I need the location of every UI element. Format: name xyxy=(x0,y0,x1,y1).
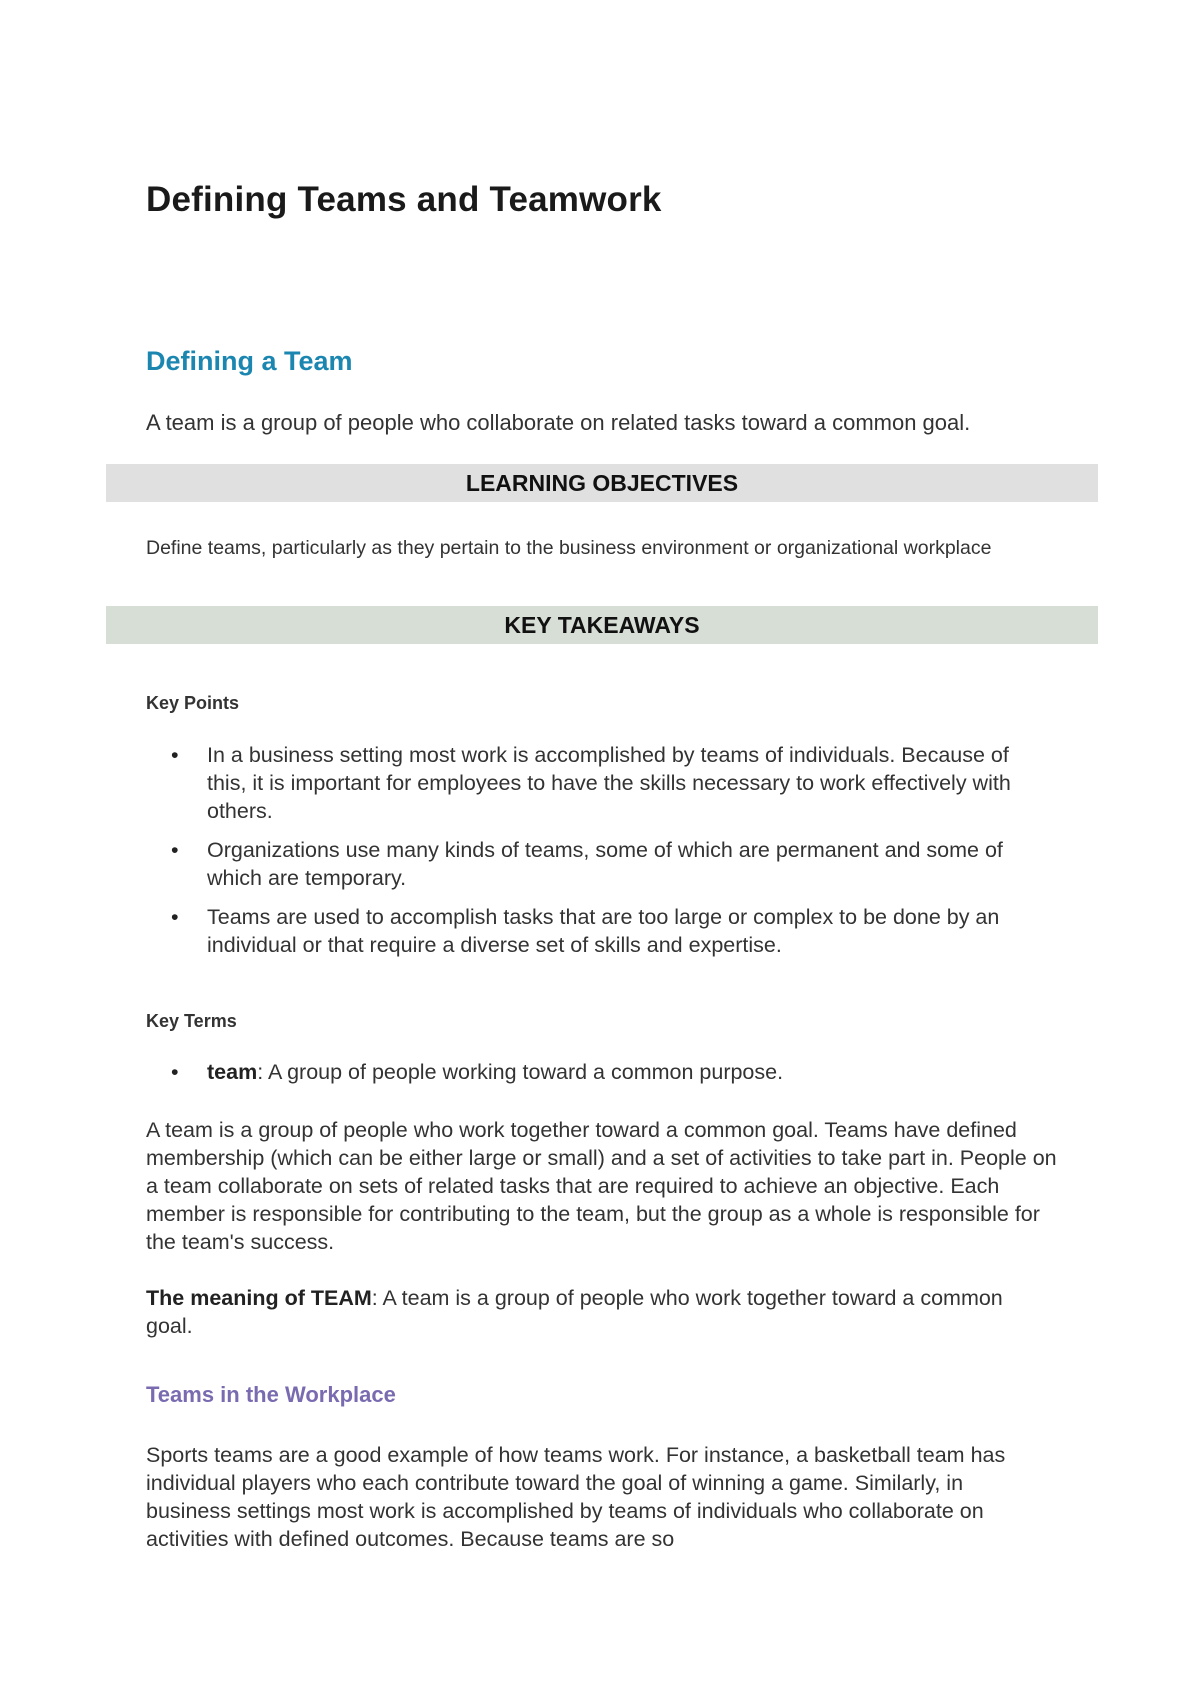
key-point-text: In a business setting most work is accomplished by teams of individuals. Because of this, it is important for employees to have the skills necessary to work effectively with others. xyxy=(207,743,1011,823)
body-paragraph: A team is a group of people who work together toward a common goal. Teams have defined membership (which can be either large or small) and a set of activities to take part in. People on a team collaborate on sets of related tasks that are required to achieve an objective. Each member is responsible for contributing to the team, but the group as a whole is responsible for the team's success. xyxy=(146,1118,1057,1254)
list-item xyxy=(146,903,1026,959)
learning-objectives-banner: LEARNING OBJECTIVES xyxy=(106,464,1098,502)
list-item xyxy=(146,1058,1046,1086)
key-takeaways-banner: KEY TAKEAWAYS xyxy=(106,606,1098,644)
meaning-paragraph xyxy=(146,1284,1046,1340)
bullet-icon: • xyxy=(171,1060,179,1084)
intro-paragraph: A team is a group of people who collaborate on related tasks toward a common goal. xyxy=(146,410,971,435)
bullet-icon: • xyxy=(171,905,179,929)
key-points-label: Key Points xyxy=(146,693,240,713)
key-terms-list xyxy=(146,1058,1046,1097)
list-item xyxy=(146,836,1026,892)
meaning-text: : A team is a group of people who work together toward a common goal. xyxy=(146,1286,1003,1338)
section-heading-teams-in-the-workplace: Teams in the Workplace xyxy=(146,1382,396,1407)
key-point-text: Teams are used to accomplish tasks that are too large or complex to be done by an individual or that require a diverse set of skills and expertise. xyxy=(207,905,1000,957)
meaning-lead: The meaning of TEAM xyxy=(146,1286,372,1310)
section-heading-defining-a-team: Defining a Team xyxy=(146,346,353,376)
key-point-text: Organizations use many kinds of teams, some of which are permanent and some of which are temporary. xyxy=(207,838,1003,890)
key-term-definition: : A group of people working toward a common purpose. xyxy=(257,1060,784,1084)
body-paragraph: Sports teams are a good example of how teams work. For instance, a basketball team has individual players who each contribute toward the goal of winning a game. Similarly, in business settings most work is accomplished by teams of individuals who collaborate on activities with defined outcomes. Because teams are so xyxy=(146,1443,1006,1551)
list-item xyxy=(146,741,1026,825)
key-term-word: team xyxy=(207,1060,258,1084)
key-points-list xyxy=(146,741,1026,970)
learning-objective-text: Define teams, particularly as they pertain to the business environment or organizational workplace xyxy=(146,537,992,559)
page-title: Defining Teams and Teamwork xyxy=(146,180,662,219)
bullet-icon: • xyxy=(171,743,179,767)
bullet-icon: • xyxy=(171,838,179,862)
key-terms-label: Key Terms xyxy=(146,1011,237,1031)
